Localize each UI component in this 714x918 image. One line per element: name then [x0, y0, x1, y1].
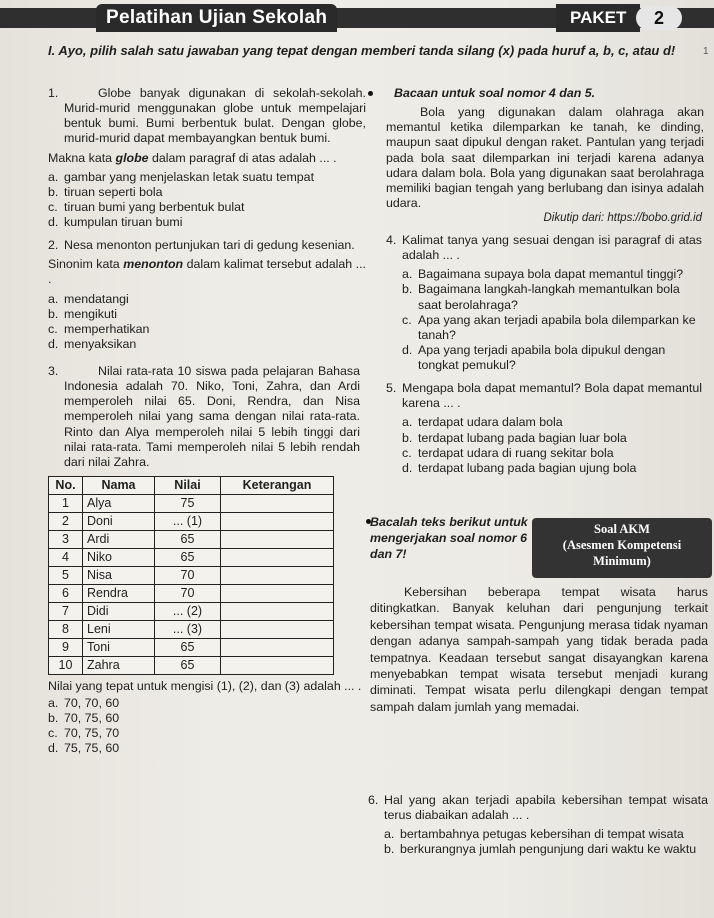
student-score: 65 [155, 638, 221, 656]
student-score: ... (1) [155, 512, 221, 530]
column-header: Nilai [155, 476, 221, 494]
option-text: mendatangi [64, 291, 129, 306]
option-letter: a. [48, 696, 59, 710]
question-passage: Nilai rata-rata 10 siswa pada pelajaran Bahasa Indonesia adalah 70. Niko, Toni, Zahra, dan Ardi memperoleh nilai 65. Doni, Rendra, dan Nisa memperoleh nilai yang sama dengan nilai rata-rata. Rinto dan Alya memperoleh nilai 5 lebih tinggi dari nilai rata-rata. Tami memperoleh nilai 5 lebih rendah dari nilai Zahra. [64, 364, 360, 469]
question-3 [48, 364, 366, 470]
option-letter: a. [402, 415, 413, 430]
question-6 [368, 793, 708, 858]
option-text: 70, 75, 70 [64, 726, 120, 740]
student-score: ... (3) [155, 620, 221, 638]
option-b[interactable] [384, 842, 708, 857]
right-column [386, 86, 712, 484]
score-note [221, 656, 334, 674]
question-number: 4. [386, 233, 397, 248]
akm-subtitle: Minimum) [593, 554, 651, 568]
bullet-icon [368, 91, 373, 96]
question-1-prompt [48, 151, 366, 166]
table-row [49, 530, 334, 548]
option-text: memperhatikan [64, 321, 150, 336]
reading-passage: Kebersihan beberapa tempat wisata harus ditingkatkan. Banyak keluhan dari pengunjung terkait kebersihan tempat wisata. Pengunjung merasa tidak nyaman dengan adanya sampah-sampah yang tidak berada pada tempatnya. Keadaan tersebut sangat disayangkan karena menyebabkan tempat wisata tersebut menjadi kurang diminati. Tempat wisata perlu dilengkapi dengan tempat sampah dalam jumlah yang memadai. [370, 585, 708, 714]
question-number: 2. [48, 238, 59, 253]
option-text: menyaksikan [64, 336, 137, 351]
score-note [221, 530, 334, 548]
option-text: tiruan seperti bola [64, 184, 163, 199]
table-row [49, 512, 334, 530]
question-passage: Globe banyak digunakan di sekolah-sekolah. Murid-murid menggunakan globe untuk mempelajari bentuk bumi. Bumi berbentuk bulat. Dengan globe, murid-murid dapat membayangkan bentuk bumi. [64, 86, 366, 146]
option-letter: d. [48, 336, 59, 351]
question-4-options [386, 267, 712, 373]
option-text: tiruan bumi yang berbentuk bulat [64, 199, 245, 214]
option-b[interactable] [48, 711, 119, 726]
student-name: Zahra [83, 656, 155, 674]
prompt-text: dalam kalimat tersebut adalah ... . [48, 257, 366, 287]
student-name: Ardi [83, 530, 155, 548]
table-header-row [49, 476, 334, 494]
question-5-options [386, 415, 712, 476]
column-header: Keterangan [221, 476, 334, 494]
question-5 [386, 381, 712, 411]
option-d[interactable] [48, 741, 119, 756]
table-row [49, 548, 334, 566]
row-number: 5 [49, 566, 83, 584]
option-a[interactable] [48, 696, 119, 711]
option-text: bertambahnya petugas kebersihan di tempat wisata [400, 827, 684, 842]
score-note [221, 638, 334, 656]
score-table [48, 476, 334, 675]
option-text: 70, 70, 60 [64, 696, 120, 710]
option-text: Bagaimana langkah-langkah memantulkan bola saat berolahraga? [418, 282, 680, 312]
option-letter: b. [402, 282, 413, 297]
option-text: 70, 75, 60 [64, 711, 120, 725]
section-heading: Bacalah teks berikut untuk mengerjakan soal nomor 6 dan 7! [370, 515, 528, 562]
question-1-options [48, 170, 366, 231]
score-note [221, 566, 334, 584]
row-number: 3 [49, 530, 83, 548]
student-name: Doni [83, 512, 155, 530]
option-letter: a. [48, 169, 59, 184]
option-letter: c. [48, 726, 58, 740]
option-letter: b. [48, 711, 59, 725]
paket-number-badge: 2 [636, 6, 682, 30]
student-score: 70 [155, 566, 221, 584]
student-name: Alya [83, 494, 155, 512]
option-letter: b. [48, 184, 59, 199]
column-header: No. [49, 476, 83, 494]
table-row [49, 584, 334, 602]
table-row [49, 566, 334, 584]
row-number: 10 [49, 656, 83, 674]
student-score: 65 [155, 530, 221, 548]
option-text: Apa yang akan terjadi apabila bola dilemparkan ke tanah? [418, 312, 696, 342]
akm-subtitle: (Asesmen Kompetensi [562, 538, 682, 552]
option-c[interactable] [48, 200, 366, 215]
key-word: globe [115, 150, 149, 165]
question-number: 3. [48, 364, 59, 378]
row-number: 9 [49, 638, 83, 656]
option-text: terdapat lubang pada bagian luar bola [418, 430, 627, 445]
score-note [221, 548, 334, 566]
option-c[interactable] [402, 446, 702, 461]
left-column [48, 86, 366, 758]
option-text: terdapat lubang pada bagian ujung bola [418, 460, 637, 475]
option-d[interactable] [402, 461, 702, 476]
option-text: berkurangnya jumlah pengunjung dari waktu ke waktu [400, 842, 697, 857]
student-score: 65 [155, 548, 221, 566]
instruction-text: I. Ayo, pilih salah satu jawaban yang tepat dengan memberi tanda silang (x) pada huruf a, b, c, atau d! [48, 43, 676, 58]
student-score: ... (2) [155, 602, 221, 620]
option-text: 75, 75, 60 [64, 741, 120, 755]
score-note [221, 602, 334, 620]
question-3-options [48, 696, 366, 758]
student-score: 70 [155, 584, 221, 602]
option-text: Apa yang terjadi apabila bola dipukul dengan tongkat pemukul? [418, 342, 666, 373]
source-citation: Dikutip dari: https://bobo.grid.id [543, 212, 702, 224]
student-name: Rendra [83, 584, 155, 602]
akm-title: Soal AKM [594, 522, 650, 536]
row-number: 7 [49, 602, 83, 620]
option-text: terdapat udara dalam bola [418, 415, 563, 430]
option-letter: b. [384, 842, 395, 857]
option-d[interactable] [48, 337, 366, 352]
key-word: menonton [123, 257, 184, 272]
question-6-options [368, 827, 708, 857]
option-text: mengikuti [64, 306, 118, 321]
question-passage: Nesa menonton pertunjukan tari di gedung kesenian. [64, 238, 355, 253]
score-note [221, 512, 334, 530]
question-2-prompt [48, 257, 366, 287]
prompt-text: dalam paragraf di atas adalah ... . [148, 150, 337, 165]
table-row [49, 620, 334, 638]
option-c[interactable] [48, 726, 119, 741]
student-score: 75 [155, 494, 221, 512]
row-number: 1 [49, 494, 83, 512]
student-name: Leni [83, 620, 155, 638]
prompt-text: Hal yang akan terjadi apabila kebersihan tempat wisata terus diabaikan adalah ... . [384, 793, 708, 823]
student-name: Toni [83, 638, 155, 656]
row-number: 2 [49, 512, 83, 530]
table-row [49, 494, 334, 512]
question-number: 5. [386, 381, 397, 396]
score-note [221, 620, 334, 638]
student-name: Niko [83, 548, 155, 566]
exam-title: Pelatihan Ujian Sekolah [96, 4, 337, 32]
prompt-text: Sinonim kata [48, 257, 124, 272]
prompt-text: Nilai yang tepat untuk mengisi (1), (2), dan (3) adalah ... . [48, 678, 362, 693]
side-page-number: 1 [703, 46, 709, 57]
option-c[interactable] [402, 313, 702, 343]
option-a[interactable] [402, 415, 702, 430]
option-text: Bagaimana supaya bola dapat memantul tinggi? [418, 267, 684, 282]
option-a[interactable] [402, 267, 702, 282]
option-letter: d. [48, 215, 59, 229]
option-b[interactable] [48, 307, 366, 322]
option-letter: c. [48, 321, 58, 336]
question-number: 6. [368, 793, 379, 807]
question-3-prompt [48, 679, 372, 694]
table-row [49, 638, 334, 656]
option-c[interactable] [48, 322, 366, 337]
option-letter: a. [402, 267, 413, 282]
option-letter: d. [402, 460, 413, 475]
option-letter: d. [402, 342, 413, 357]
option-letter: c. [48, 199, 58, 214]
row-number: 6 [49, 584, 83, 602]
option-letter: b. [402, 430, 413, 445]
option-letter: c. [402, 312, 412, 327]
table-row [49, 656, 334, 674]
student-name: Nisa [83, 566, 155, 584]
option-a[interactable] [48, 170, 366, 185]
option-letter: a. [48, 291, 59, 306]
option-text: terdapat udara di ruang sekitar bola [418, 445, 614, 460]
option-d[interactable] [402, 343, 702, 373]
student-name: Didi [83, 602, 155, 620]
option-a[interactable] [384, 827, 708, 842]
page-header [0, 4, 714, 32]
prompt-text: Mengapa bola dapat memantul? Bola dapat memantul karena ... . [402, 381, 702, 411]
score-note [221, 584, 334, 602]
prompt-text: Kalimat tanya yang sesuai dengan isi paragraf di atas adalah ... . [402, 233, 702, 263]
reading-passage-2-wrap [370, 584, 708, 715]
paket-label: PAKET [556, 4, 640, 32]
reading-passage: Bola yang digunakan dalam olahraga akan memantul ketika dilemparkan ke tanah, ke dinding, maupun saat dipukul dengan raket. Pantulan yang terjadi pada bola saat dilemparkan ini terjadi karena adanya udara dalam bola. Bola yang digunakan saat berolahraga memiliki bagian tengah yang berlubang dan isinya adalah udara. [386, 105, 704, 210]
option-letter: a. [384, 827, 395, 842]
question-2-options [48, 292, 366, 353]
option-b[interactable] [402, 431, 702, 446]
question-4 [386, 233, 712, 263]
question-1 [48, 86, 366, 147]
prompt-text: Makna kata [48, 150, 116, 165]
question-number: 1. [48, 86, 59, 100]
table-row [49, 602, 334, 620]
option-d[interactable] [48, 215, 366, 230]
student-score: 65 [155, 656, 221, 674]
question-2 [48, 238, 366, 253]
option-letter: d. [48, 741, 59, 755]
option-letter: b. [48, 306, 59, 321]
row-number: 4 [49, 548, 83, 566]
option-a[interactable] [48, 292, 366, 307]
option-text: gambar yang menjelaskan letak suatu tempat [64, 169, 315, 184]
score-note [221, 494, 334, 512]
column-header: Nama [83, 476, 155, 494]
option-text: kumpulan tiruan bumi [64, 215, 183, 229]
row-number: 8 [49, 620, 83, 638]
option-b[interactable] [402, 282, 702, 312]
option-letter: c. [402, 445, 412, 460]
option-b[interactable] [48, 185, 366, 200]
akm-badge [532, 518, 712, 578]
section-heading: Bacaan untuk soal nomor 4 dan 5. [394, 86, 596, 100]
